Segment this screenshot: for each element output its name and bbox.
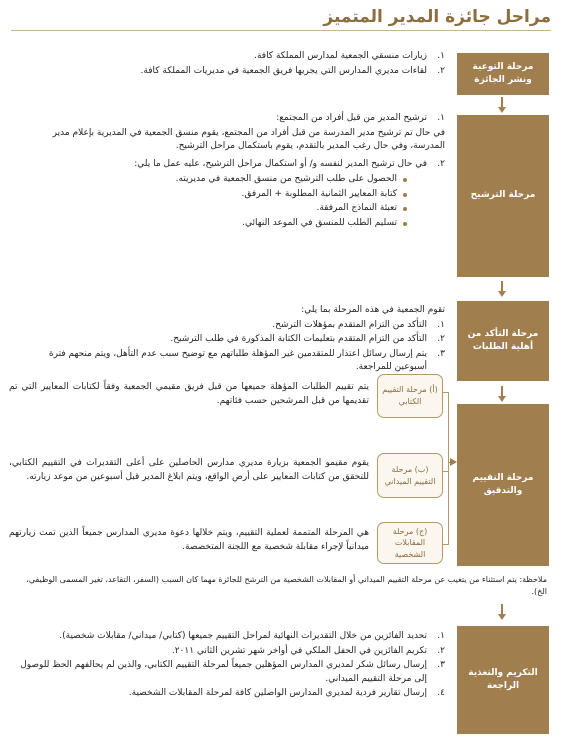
- list-item: ١. ترشيح المدير من قبل أفراد من المجتمع: في حال تم ترشيح مدير المدرسة من قبل أفراد من المجتمع، يقوم منسق الجمعية في المديرية بإعلام مدير المدرسة، وفي حال رغب المدير بالتقدم، يقوم باستكمال مراحل الترشيح.: [15, 112, 445, 154]
- down-arrow-icon: [498, 281, 506, 297]
- honoring-list: [15, 630, 445, 702]
- list-item: ١. زيارات منسقي الجمعية لمدارس المملكة كافة.: [254, 51, 445, 61]
- page-title: مراحل جائزة المدير المتميز: [11, 4, 551, 31]
- nomination-body-1: في حال تم ترشيح مدير المدرسة من قبل أفراد من المجتمع، يقوم منسق الجمعية في المديرية بإعلام مدير المدرسة، وفي حال رغب المدير بالتقدم، يقوم باستكمال مراحل الترشيح.: [52, 127, 445, 151]
- bullet-item: كتابة المعايير الثمانية المطلوبة + المرفق.: [15, 188, 407, 202]
- interview-text: هي المرحلة المتممة لعملية التقييم، ويتم خلالها دعوة مديري المدارس جميعاً الذين تمت زيارتهم ميدانياً لإجراء مقابلة شخصية مع اللجنة المتخصصة.: [9, 528, 369, 552]
- list-item: ١. تحديد الفائزين من خلال التقديرات النهائية لمراحل التقييم جميعها (كتابي/ ميداني/ مقابلات شخصية).: [59, 631, 445, 641]
- eligibility-content: [15, 304, 445, 376]
- interview-label: (ج) مرحلة المقابلات الشخصية: [377, 522, 443, 564]
- down-arrow-icon: [498, 97, 506, 113]
- down-arrow-icon: [498, 386, 506, 402]
- nomination-content: [15, 112, 445, 231]
- awareness-list: [15, 50, 445, 79]
- list-item: ٢. في حال ترشيح المدير لنفسه و/ أو استكمال مراحل الترشيح، عليه عمل ما يلي: الحصول على طلب الترشيح من منسق الجمعية في مديريته. كتابة المعايير الثمانية المطلوبة + المرفق. تعبئة النماذج المرفقة. تسليم الطلب للمنسق في الموعد النهائي.: [15, 158, 445, 231]
- bracket-line: [443, 471, 449, 472]
- eligibility-intro: تقوم الجمعية في هذه المرحلة بما يلي:: [301, 305, 445, 315]
- nomination-heading-2: في حال ترشيح المدير لنفسه و/ أو استكمال مراحل الترشيح، عليه عمل ما يلي:: [134, 158, 427, 169]
- arrow-left-icon: [449, 458, 457, 466]
- stage-awareness: مرحلة التوعية ونشر الجائزة: [457, 53, 549, 95]
- bullet-item: تسليم الطلب للمنسق في الموعد النهائي.: [15, 217, 407, 231]
- stage-nomination: مرحلة الترشيح: [457, 115, 549, 277]
- list-item: ٢. تكريم الفائزين في الحفل الملكي في أواخر شهر تشرين الثاني ٢٠١١.: [171, 645, 445, 656]
- bracket-line: [448, 392, 449, 544]
- nomination-heading-1: ترشيح المدير من قبل أفراد من المجتمع:: [276, 113, 427, 123]
- list-item: ٣. يتم إرسال رسائل اعتذار للمتقدمين غير المؤهلة طلباتهم مع توضيح سبب عدم التأهل، ويتم منحهم فترة أسبوعين للمراجعة.: [48, 348, 445, 372]
- written-evaluation-label: (أ) مرحلة التقييم الكتابي: [377, 374, 443, 418]
- bracket-line: [443, 544, 449, 545]
- stage-evaluation: مرحلة التقييم والتدقيق: [457, 404, 549, 566]
- field-evaluation-label: (ب) مرحلة التقييم الميداني: [377, 453, 443, 498]
- written-evaluation-text: يتم تقييم الطلبات المؤهلة جميعها من قبل فريق مقيمي الجمعية وفقاً لكتابات المعايير التي تم تقديمها من قبل المرشحين حسب فئاتهم.: [9, 382, 369, 406]
- list-item: ٤. إرسال تقارير فردية لمديري المدارس الواصلين كافة لمرحلة المقابلات الشخصية.: [128, 688, 445, 698]
- bullet-item: الحصول على طلب الترشيح من منسق الجمعية في مديريته.: [15, 173, 407, 187]
- bullet-item: تعبئة النماذج المرفقة.: [15, 202, 407, 216]
- list-item: ٢. التأكد من التزام المتقدم بتعليمات الكتابة المذكورة في طلب الترشيح.: [170, 334, 445, 344]
- nomination-bullets: [15, 173, 427, 230]
- down-arrow-icon: [498, 604, 506, 620]
- field-evaluation-text: يقوم مقيمو الجمعية بزيارة مديري مدارس الحاصلين على أعلى التقديرات في التقييم الكتابي، للتحقق من كتابات المعايير على أرض الواقع، ويتم ابلاغ المدير قبل أسبوعين من موعد زيارته.: [9, 458, 369, 482]
- list-item: ٣. إرسال رسائل شكر لمديري المدارس المؤهلين جميعاً لمرحلة التقييم الكتابي، والذين لم يحالفهم الحظ للوصول إلى مرحلة التقييم الميداني.: [20, 660, 445, 684]
- bracket-line: [443, 392, 449, 393]
- note: ملاحظة: يتم استثناء من يتغيب عن مرحلة التقييم الميداني أو المقابلات الشخصية من الترشح للجائزة مهما كان السبب (السفر، التقاعد، تغير المسمى الوظيفي، الخ).: [26, 575, 547, 596]
- list-item: ١. التأكد من التزام المتقدم بمؤهلات الترشح.: [272, 319, 445, 330]
- list-item: ٢. لقاءات مديري المدارس التي يجريها فريق الجمعية في مديريات المملكة كافة.: [140, 65, 445, 76]
- stage-eligibility: مرحلة التأكد من أهلية الطلبات: [457, 301, 549, 381]
- stage-honoring: التكريم والتغذية الراجعة: [457, 626, 549, 734]
